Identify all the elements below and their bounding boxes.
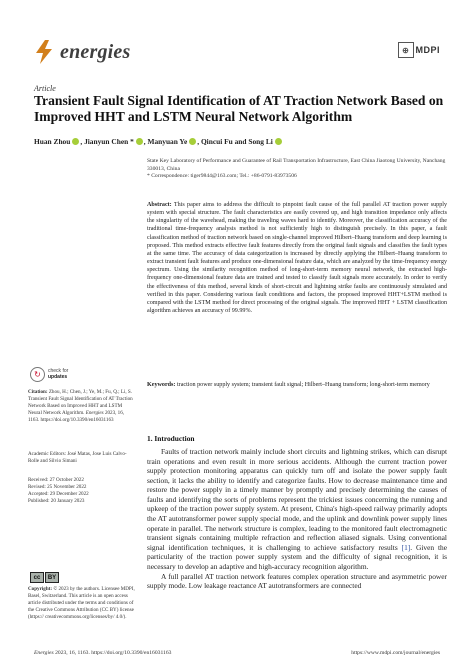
journal-logo [34,38,194,66]
date-published: Published: 20 January 2023 [28,497,85,504]
citation-journal: Energies [85,409,104,416]
citation-details[interactable]: 2023, 16, 1163. https://doi.org/10.3390/en16031163 [28,409,125,423]
affiliation-block [147,158,447,181]
introduction-body [147,447,447,591]
academic-editors: Academic Editors: José Matas, Jose Luis Calvo-Rolle and Silvio Simani [28,451,127,464]
citation-label: Citation: [28,389,48,395]
date-accepted: Accepted: 29 December 2022 [28,490,89,497]
paragraph [147,447,447,572]
energies-logo-icon [34,40,54,64]
copyright-label: Copyright: [28,586,53,592]
footer-citation [34,650,171,656]
by-icon: BY [45,572,59,583]
author-name[interactable]: Manyuan Ye [147,137,188,146]
dates-block [28,477,136,505]
citation-text: Zhou, H.; Chen, J.; Ye, M.; Fu, Q.; Li, S. Transient Fault Signal Identification of AT Traction Network Based on Improved HHT and LSTM Neural Network Algorithm. [28,389,133,416]
orcid-icon[interactable] [189,138,196,145]
keywords-label: Keywords: [147,382,176,388]
date-revised: Revised: 25 November 2022 [28,483,87,490]
keywords-text: traction power supply system; transient fault signal; Hilbert–Huang transform; long-short-term memory [176,382,430,388]
abstract-label: Abstract: [147,202,172,208]
correspondence: * Correspondence: tiger9844@163.com; Tel.: +86-0791-83973506 [147,173,297,180]
reference-link[interactable]: [1] [401,542,411,552]
publisher-logo [398,42,441,58]
article-type: Article [34,84,56,93]
check-for-updates-badge[interactable] [30,367,68,382]
paragraph: A full parallel AT traction network features complex operation structure and asymmetric power supply mode. Low leakage reactance AT autotransformers are connected [147,571,447,591]
author-list: Huan Zhou , Jianyun Chen * , Manyuan Ye , Qincui Fu and Song Li [34,137,283,146]
footer-journal: Energies [34,650,54,656]
check-updates-line1: check for [48,367,69,374]
section-heading: 1. Introduction [147,434,195,443]
copyright-text: © 2023 by the authors. Licensee MDPI, Basel, Switzerland. This article is an open access article distributed under the terms and conditions of the Creative Commons Attribution (CC BY) license (https:// creativecommons.org/licenses/by/ 4.0/). [28,586,135,620]
orcid-icon[interactable] [275,138,282,145]
orcid-icon[interactable] [136,138,143,145]
citation-block [28,389,136,424]
paragraph-text: . Given the particularity of the traction power supply system and the difficulty of signal recognition, it is necessary to develop an adaptive and high-accuracy recognition algorithm. [147,542,447,571]
footer-website[interactable]: https://www.mdpi.com/journal/energies [351,650,440,656]
abstract-text: This paper aims to address the difficult to pinpoint fault cause of the full parallel AT traction power supply system with special structure. The fault characteristics are easily covered up, and high transition impedance only affects the singularity of the wavehead, making the traveling waves hard to identify. Moreover, the classification accuracy of the traditional time-frequency analysis method is not sufficiently high to distinguish precisely. In this paper, a fault classification method of traction network based on single-channel improved Hilbert–Huang transform and deep learning is proposed. This method extracts effective fault features directly from the original fault signals and classifies the fault types at the same time. The accuracy of data categorization is increased by directly applying the Hilbert–Huang transform to extract transient fault features and produce one-dimensional feature data, which are analyzed by the time-frequency energy spectrum. Using the similarity recognition method of long-short-term memory neural network, the extracted high-frequency one-dimensional feature data are trained and tested to classify fault signals more accurately. In order to verify the effectiveness of this method, several kinds of short-circuit and lightning strike faults are continuously simulated and verified in this paper. Considering various fault conditions and factors, the proposed improved HHT+LSTM method is compared with the LSTM method for direct processing of the original signals. The improved HHT + LSTM classification algorithm achieves an accuracy of 99.99%. [147,202,448,315]
check-updates-icon: ↻ [30,367,45,382]
mdpi-logo-icon: ⊕ [398,42,414,58]
keywords [147,381,447,389]
abstract [147,201,447,315]
publisher-name: MDPI [415,45,440,55]
cc-by-license-badge[interactable] [30,572,59,583]
journal-name: energies [60,40,131,63]
orcid-icon[interactable] [72,138,79,145]
paragraph-text: Faults of traction network mainly include short circuits and lightning strikes, which can disrupt train operations and even result in more serious accidents. Although the current traction power supply protection monitoring apparatus can quickly turn off and isolate the power supply fault section, it lacks the ability to identify and categorize faults. How to decrease maintenance time and restore the power supply in a timely manner by promptly and precisely determining the causes of faults and identifying the sorts of problems represent the trickiest issues concerning the running and upkeep of the traction power supply system. At present, China's high-speed railway primarily adopts the AT autotransformer power supply special mode, and the uplink and downlink power supply lines operate in parallel. The network structure is complex, leading to the monitored fault electromagnetic transient signals containing multiple refraction and reflection aliased signals. Using conventional signal identification techniques, it is challenging to achieve satisfactory results [147,447,447,552]
author-name[interactable]: Huan Zhou [34,137,71,146]
cc-icon: cc [30,572,44,583]
copyright-block [28,586,136,621]
article-title: Transient Fault Signal Identification of AT Traction Network Based on Improved HHT and LSTM Neural Network Algorithm [34,93,444,124]
affiliation-text: State Key Laboratory of Performance and Guarantee of Rail Transportation Infrastructure, East China Jiaotong University, Nanchang 330013, China [147,158,446,172]
date-received: Received: 27 October 2022 [28,477,84,483]
footer-citation-text[interactable]: 2023, 16, 1163. https://doi.org/10.3390/en16031163 [55,650,172,656]
author-name[interactable]: Jianyun Chen * [84,137,134,146]
author-name[interactable]: Qincui Fu and Song Li [200,137,273,146]
check-updates-line2: updates [48,373,68,380]
